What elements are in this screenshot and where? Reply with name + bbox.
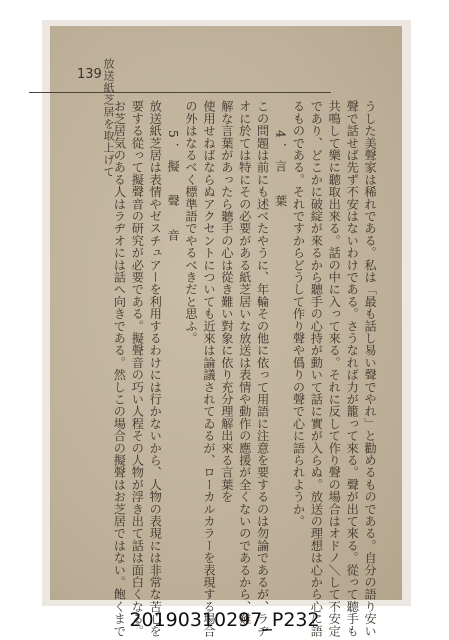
text-column: 使用せねばならぬアクセントについても近來は論議されてゐるが、ローカルカラーを表現する場合: [201, 100, 216, 637]
running-head: 放送紙芝居を取上げて: [102, 58, 115, 178]
page-number: 139: [77, 67, 102, 82]
text-column: の外はなるべく標準語でやるべきだと思ふ。: [184, 100, 199, 344]
text-column: 要する從って擬聲音の研究が必要である。擬聲音の巧い人程その人物が浮き出て話は面白くなる。: [130, 100, 145, 637]
text-column: であり、どこかに破綻が來るから聽手の心持が動いて話に實が入らぬ。放送の理想は心から心に語: [309, 100, 324, 637]
section-heading-words: 4．言 葉: [273, 130, 288, 212]
text-column: 放送紙芝居は表情やゼスチュアーを利用するわけには行かないから、人物の表現には非常な苦心を: [148, 100, 163, 637]
text-column: この問題は前にも述べたやうに、年輪その他に依って用語に注意を要するのは勿論であるが、ラヂ: [255, 100, 270, 637]
text-column: 解な言葉があったら聽手の心は從き難い對象に依り充分理解出來る言葉を: [219, 100, 234, 503]
text-column: 共鳴して樂に聽取出來る。話の中に入って來る。それに反して作り聲の場合はオドノ＼して不安定: [327, 100, 342, 637]
text-column: 聲で話せば先ず不安はないわけである。さうなれば力が籠って來る。聲が出て來る。從って聽手も: [345, 100, 360, 637]
header-rule: [29, 92, 331, 93]
text-column: お芝居気のある人はラヂオには話へ向きである。然しこの場合の擬聲はお芝居ではない。飽くまで: [112, 100, 127, 637]
text-column: うした美聲家は稀れである。私は「最も話し易い聲でやれ」と勸めるものである。自分の語り安い: [363, 100, 378, 637]
text-column: オに於ては特にその必要がある紙芝居いな放送は表情や動作の應援が全くないのであるから、難: [237, 100, 252, 625]
section-heading-onomatopoeia: 5．擬 聲 音: [166, 130, 181, 246]
text-column: るものである。それですからどうして作り聲や僞りの聲で心に語られようか。: [291, 100, 306, 527]
archive-id-caption: 20190310297_P232: [129, 609, 320, 631]
